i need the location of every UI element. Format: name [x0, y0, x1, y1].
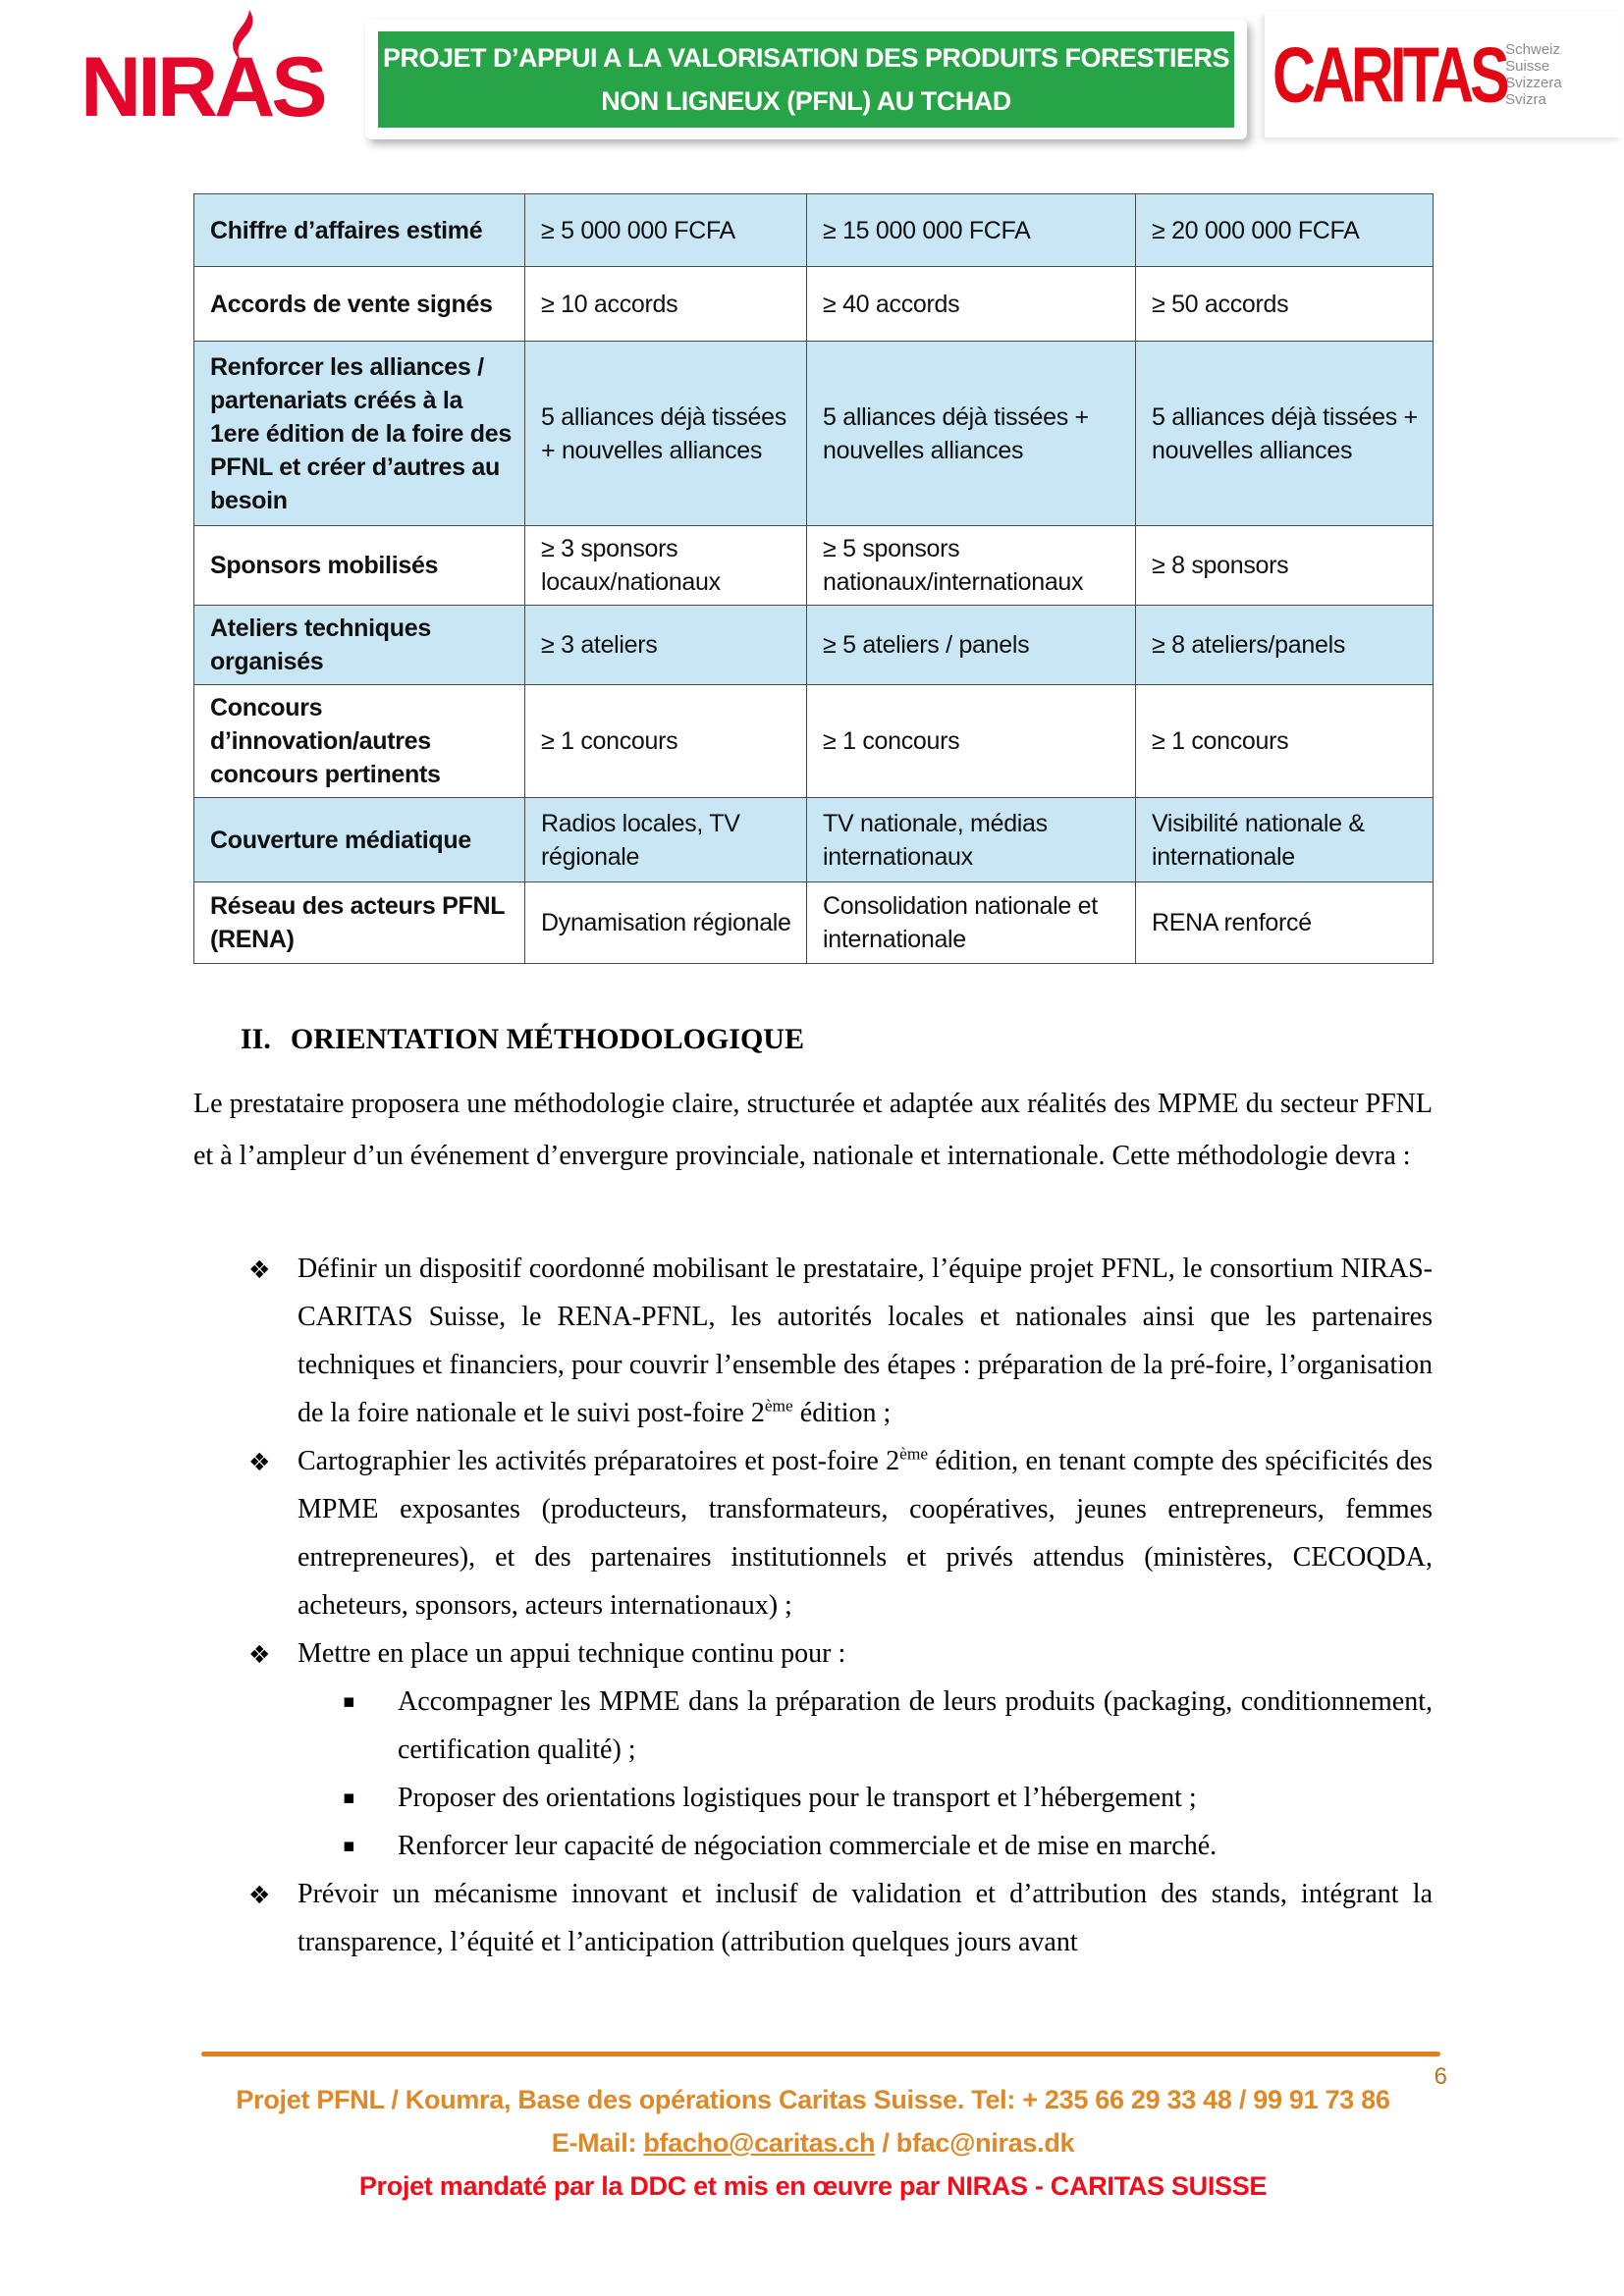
- niras-logo: [61, 6, 355, 135]
- list-item-text: Prévoir un mécanisme innovant et inclusif de validation et d’attribution des stands, intégrant la transparence, l’équité et l’anticipation (attribution quelques jours avant: [298, 1879, 1433, 1957]
- sub-list-item: [193, 1774, 1433, 1822]
- table-cell: ≥ 3 ateliers: [525, 606, 807, 685]
- diamond-bullet-icon: ❖: [248, 1448, 271, 1476]
- table-cell: ≥ 10 accords: [525, 267, 807, 342]
- email-link[interactable]: bfacho@caritas.ch: [643, 2128, 876, 2158]
- table-row: [194, 882, 1434, 964]
- banner-title-line2: NON LIGNEUX (PFNL) AU TCHAD: [601, 85, 1011, 116]
- sub-list-item-text: Renforcer leur capacité de négociation commerciale et de mise en marché.: [398, 1831, 1218, 1861]
- table-cell: ≥ 1 concours: [525, 685, 807, 798]
- table-cell: ≥ 1 concours: [807, 685, 1136, 798]
- intro-paragraph: Le prestataire proposera une méthodologie claire, structurée et adaptée aux réalités des MPME du secteur PFNL et à l’ampleur d’un événement d’envergure provinciale, nationale et internationale. Cette méthodologie devra :: [193, 1089, 1433, 1171]
- methodology-list: [193, 1245, 1433, 1966]
- table-cell: ≥ 40 accords: [807, 267, 1136, 342]
- table-row: [194, 267, 1434, 342]
- table-row: [194, 526, 1434, 606]
- page-number: 6: [1434, 2063, 1447, 2090]
- row-label: Réseau des acteurs PFNL (RENA): [194, 882, 525, 964]
- section-heading: [241, 1023, 804, 1056]
- row-label: Concours d’innovation/autres concours pertinents: [194, 685, 525, 798]
- table-row: [194, 606, 1434, 685]
- footer-mandate-line: Projet mandaté par la DDC et mis en œuvre par NIRAS - CARITAS SUISSE: [358, 2171, 1268, 2201]
- diamond-bullet-icon: ❖: [248, 1640, 271, 1669]
- caritas-lang: Svizra: [1505, 91, 1546, 108]
- table-cell: ≥ 1 concours: [1136, 685, 1434, 798]
- table-row: [194, 798, 1434, 882]
- table-cell: 5 alliances déjà tissées + nouvelles alliances: [525, 342, 807, 526]
- table-cell: ≥ 8 sponsors: [1136, 526, 1434, 606]
- sub-list-item-text: Accompagner les MPME dans la préparation de leurs produits (packaging, conditionnement, certification qualité) ;: [398, 1686, 1433, 1765]
- project-banner-green: [378, 31, 1234, 128]
- table-row: [194, 194, 1434, 267]
- sub-list-item-text: Proposer des orientations logistiques pour le transport et l’hébergement ;: [398, 1783, 1197, 1813]
- table-cell: Radios locales, TV régionale: [525, 798, 807, 882]
- banner-title-line1: PROJET D’APPUI A LA VALORISATION DES PRODUITS FORESTIERS: [382, 42, 1230, 73]
- table-cell: Consolidation nationale et internationale: [807, 882, 1136, 964]
- table-cell: Dynamisation régionale: [525, 882, 807, 964]
- row-label: Ateliers techniques organisés: [194, 606, 525, 685]
- table-row: [194, 342, 1434, 526]
- row-label: Chiffre d’affaires estimé: [194, 194, 525, 267]
- section-title: ORIENTATION MÉTHODOLOGIQUE: [290, 1023, 804, 1055]
- caritas-lang: Svizzera: [1505, 75, 1562, 91]
- table-cell: RENA renforcé: [1136, 882, 1434, 964]
- table-cell: Visibilité nationale & internationale: [1136, 798, 1434, 882]
- caritas-languages: [1505, 41, 1562, 108]
- table-cell: ≥ 5 sponsors nationaux/internationaux: [807, 526, 1136, 606]
- table-cell: ≥ 50 accords: [1136, 267, 1434, 342]
- square-bullet-icon: ▪: [343, 1835, 355, 1856]
- project-banner: [365, 20, 1247, 139]
- caritas-lang: Schweiz: [1505, 41, 1560, 58]
- table-cell: ≥ 3 sponsors locaux/nationaux: [525, 526, 807, 606]
- footer-contact-line: Projet PFNL / Koumra, Base des opérations Caritas Suisse. Tel: + 235 66 29 33 48 / 99 91 73 86: [236, 2085, 1390, 2114]
- list-item-text: Définir un dispositif coordonné mobilisant le prestataire, l’équipe projet PFNL, le consortium NIRAS-CARITAS Suisse, le RENA-PFNL, les autorités locales et nationales ainsi que les partenaires techniques et financiers, pour couvrir l’ensemble des étapes : préparation de la pré-foire, l’organisation de la foire nationale et le suivi post-foire 2ème édition ;: [298, 1254, 1433, 1428]
- table-row: [194, 685, 1434, 798]
- row-label: Couverture médiatique: [194, 798, 525, 882]
- table-cell: ≥ 20 000 000 FCFA: [1136, 194, 1434, 267]
- table-cell: ≥ 8 ateliers/panels: [1136, 606, 1434, 685]
- list-item: [193, 1245, 1433, 1437]
- row-label: Accords de vente signés: [194, 267, 525, 342]
- row-label: Renforcer les alliances / partenariats créés à la 1ere édition de la foire des PFNL et créer d’autres au besoin: [194, 342, 525, 526]
- caritas-logo: [1265, 12, 1622, 137]
- table-cell: ≥ 15 000 000 FCFA: [807, 194, 1136, 267]
- table-cell: ≥ 5 ateliers / panels: [807, 606, 1136, 685]
- caritas-lang: Suisse: [1505, 58, 1550, 75]
- square-bullet-icon: ▪: [343, 1690, 355, 1712]
- table-cell: 5 alliances déjà tissées + nouvelles alliances: [807, 342, 1136, 526]
- diamond-bullet-icon: ❖: [248, 1881, 271, 1909]
- list-item-text: Cartographier les activités préparatoires et post-foire 2ème édition, en tenant compte des spécificités des MPME exposantes (producteurs, transformateurs, coopératives, jeunes entrepreneurs, femmes entrepreneures), et des partenaires institutionnels et privés attendus (ministères, CECOQDA, acheteurs, sponsors, acteurs internationaux) ;: [298, 1444, 1433, 1621]
- email-label: E-Mail:: [551, 2128, 644, 2158]
- caritas-wordmark: CARITAS: [1272, 30, 1506, 119]
- list-item: [193, 1629, 1433, 1678]
- table-cell: TV nationale, médias internationaux: [807, 798, 1136, 882]
- indicators-table: [193, 193, 1434, 964]
- diamond-bullet-icon: ❖: [248, 1255, 271, 1284]
- table-cell: ≥ 5 000 000 FCFA: [525, 194, 807, 267]
- row-label: Sponsors mobilisés: [194, 526, 525, 606]
- section-number: II.: [241, 1023, 271, 1055]
- email-rest: / bfac@niras.dk: [875, 2128, 1075, 2158]
- footer-email-line: [193, 2128, 1433, 2159]
- list-item: [193, 1437, 1433, 1629]
- niras-wordmark: NIRAS: [81, 40, 324, 134]
- table-cell: 5 alliances déjà tissées + nouvelles alliances: [1136, 342, 1434, 526]
- list-item-text: Mettre en place un appui technique continu pour :: [298, 1638, 846, 1669]
- square-bullet-icon: ▪: [343, 1787, 355, 1808]
- sub-list-item: [193, 1822, 1433, 1870]
- list-item: [193, 1870, 1433, 1966]
- footer-divider: [201, 2052, 1440, 2056]
- sub-list-item: [193, 1678, 1433, 1774]
